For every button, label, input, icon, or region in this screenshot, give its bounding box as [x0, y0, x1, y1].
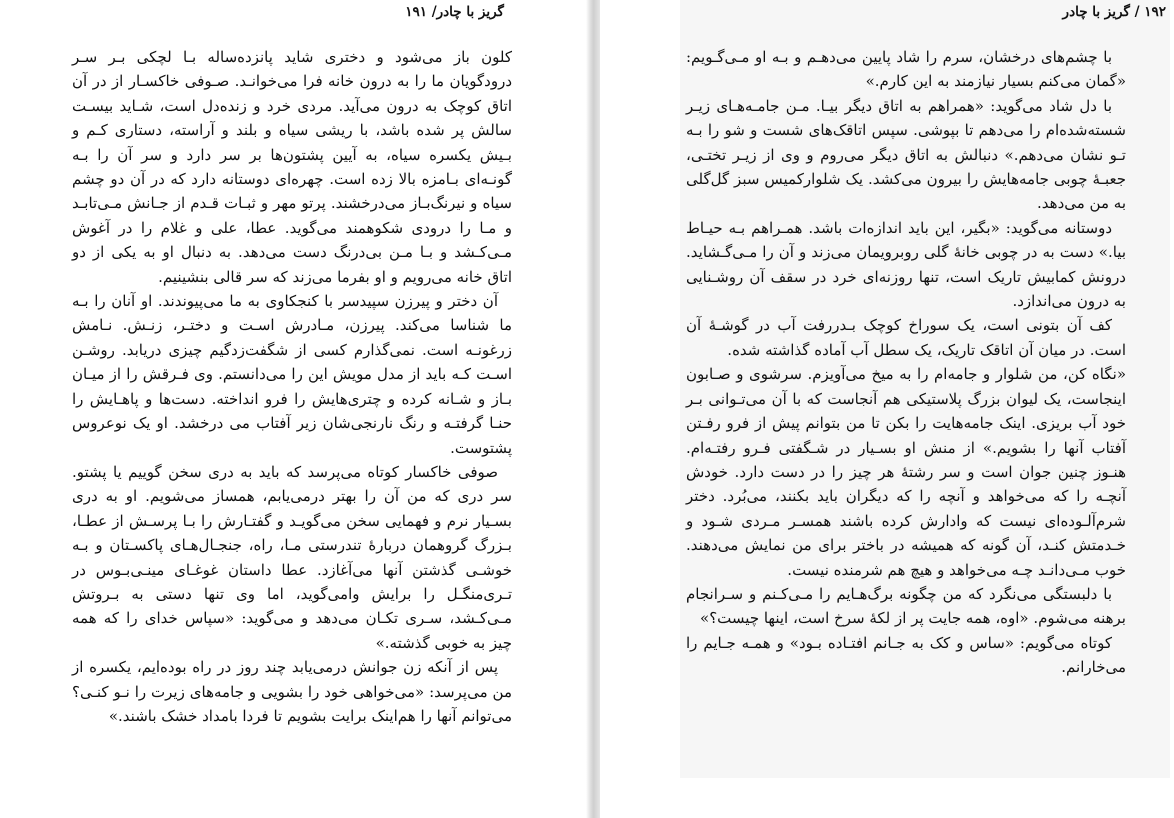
paragraph: آن دختر و پیرزن سپیدسر با کنجکاوی به ما می‌پیوندند. او آنان را بـه ما شناسا می‌کند. پیرزن، مـادرش اسـت و دختـر، زنـش. نـامش زرغونـه است. نمی‌گذارم کسی از شگفت‌زدگیم چیزی دریابد. روشـن اسـت کـه باید از مدل مویش این را می‌دانستم. وی فـرقش را از میـان بـاز و شـانه کرده و چتری‌هایش را فرو انداخته. دست‌ها و پاهـایش را حنـا گرفتـه و رنگ نارنجی‌شان زیر آفتاب می درخشد. او یک نوعروس پشتوست. — [72, 292, 512, 457]
paragraph: صوفی خاکسار کوتاه می‌پرسد که باید به دری سخن گوییم یا پشتو. سر دری که من آن را بهتر درمی‌یابم، همساز می‌شویم. او به دری بسـیار نرم و فهمایی سخن می‌گویـد و گفتـارش را بـا پرسـش از عطـا، بـزرگ گروهمان دربارهٔ تندرستی مـا، راه، جنجـال‌هـای پاکسـتان و بـه خوشـی گذشتن آنها می‌آغازد. عطا داستان غوغـای مینـی‌بـوس در تـری‌منگـل را برایش وامی‌گوید، اما وی تنها دستی به بـروتش مـی‌کـشد، سـری تکـان می‌دهد و می‌گوید: «سپاس خدای را که همه چیز به خوبی گذشته.» — [72, 462, 512, 652]
left-page — [0, 0, 586, 818]
left-page-text — [72, 45, 512, 728]
book-spine — [586, 0, 600, 818]
paragraph: کوتاه می‌گویم: «ساس و کک به جـانم افتـاده بـود» و همـه جـایم را می‌خارانم. — [686, 633, 1126, 677]
paragraph: با دلبستگی می‌نگرد که من چگونه برگ‌هـایم را مـی‌کـنم و سـرانجام برهنه می‌شوم. «اوه، همه جایت پر از لکهٔ سرخ است، اینها چیست؟» — [686, 584, 1126, 628]
paragraph: کف آن بتونی است، یک سوراخ کوچک بـدررفت آب در گوشـهٔ آن است. در میان آن اتاقک تاریک، یک سطل آب آماده گذاشته شده. — [686, 316, 1126, 359]
paragraph: پس از آنکه زن جوانش درمی‌یابد چند روز در راه بوده‌ایم، یکسره از من می‌پرسد: «می‌خواهی خود را بشویی و جامه‌های زیرت را نـو کنـی؟ می‌توانم آنها را هم‌اینک برایت بشویم تا فردا بامداد خشک باشند.» — [72, 658, 512, 725]
right-page — [600, 0, 1174, 818]
right-page-header: ۱۹۲ / گریز با چادر — [1062, 4, 1166, 20]
paragraph: «نگاه کن، من شلوار و جامه‌ام را به میخ می‌آویزم. سرشوی و صـابون اینجاست، یک لیوان بزرگ پلاستیکی هم آنجاست که با آن می‌تـوانی بـر خود آب بریزی. اینک جامه‌هایت را بکن تا من بتوانم پیش از فرو رفـتن آفتاب آنها را بشویم.» از منش او بسـیار در شـگفتی فـرو رفتـه‌ام. هنـوز چنین جوان است و سر رشتهٔ هر چیز را در دست دارد. خودش آنچـه را که می‌خواهد و آنچه را که دیگران باید بکنند، می‌بُرد. دختر شرم‌آلـوده‌ای نیست که وادارش کرده باشند همسـر مـردی شـود و خـدمتش کنـد، آن گونه که همیشه در باختر برای من نمایش می‌دهند. خوب مـی‌دانـد چـه می‌خواهد و هیچ هم شرمنده نیست. — [686, 365, 1126, 579]
left-page-header: گریز با چادر/ ۱۹۱ — [405, 4, 504, 20]
paragraph: با چشم‌های درخشان، سرم را شاد پایین می‌دهـم و بـه او مـی‌گـویم: «گمان می‌کنم بسیار نیازمند به این کارم.» — [686, 48, 1126, 91]
paragraph: با دل شاد می‌گوید: «همراهم به اتاق دیگر بیـا. مـن جامـه‌هـای زیـر شسته‌شده‌ام را می‌دهم تا بپوشی. سپس اتاقک‌های شست و شو را بـه تـو نشان می‌دهم.» دنبالش به اتاق دیگر می‌روم و وی از زیـر تختـی، جعبـهٔ چوبی جامه‌هایش را بیرون می‌کشد. یک شلوارکمیس سبز گل‌گلی به من می‌دهد. — [686, 96, 1126, 213]
right-page-text — [686, 45, 1126, 680]
paragraph: کلون باز می‌شود و دختری شاید پانزده‌ساله بـا لچکی بـر سـر درودگویان ما را به درون خانه فرا می‌خوانـد. صـوفی خاکسـار از در آن اتاق کوچک به درون می‌آید. مردی خرد و زنده‌دل است، شـاید بیسـت سالش پر شده باشد، با ریشی سیاه و بلند و آراسته، دستاری کـم و بـیش یکسره سیاه، به آیین پشتون‌ها بر سر دارد و سر آن را بـه گونـه‌ای بـامزه بالا زده است. چهره‌ای دوستانه دارد که در آن دو چشم سیاه و نیرنگ‌بـاز می‌درخشند. پرتو مهر و ثبـات قـدم از جـانش مـی‌تابـد و مـا را درودی شکوهمند می‌گوید. عطا، علی و غلام را در آغوش مـی‌کـشد و بـا مـن بی‌درنگ دست می‌دهد. به دنبال او به یکی از دو اتاق خانه می‌رویم و او بفرما می‌زند که سر قالی بنشینیم. — [72, 48, 512, 286]
paragraph: دوستانه می‌گوید: «بگیر، این باید اندازه‌ات باشد. همـراهم بـه حیـاط بیا.» دست به در چوبی خانهٔ گلی روبرویمان می‌زند و آن را مـی‌گـشاید. درونش کمابیش تاریک است، تنها روزنه‌ای خرد در سقف آن روشـنایی به درون می‌اندازد. — [686, 218, 1126, 311]
